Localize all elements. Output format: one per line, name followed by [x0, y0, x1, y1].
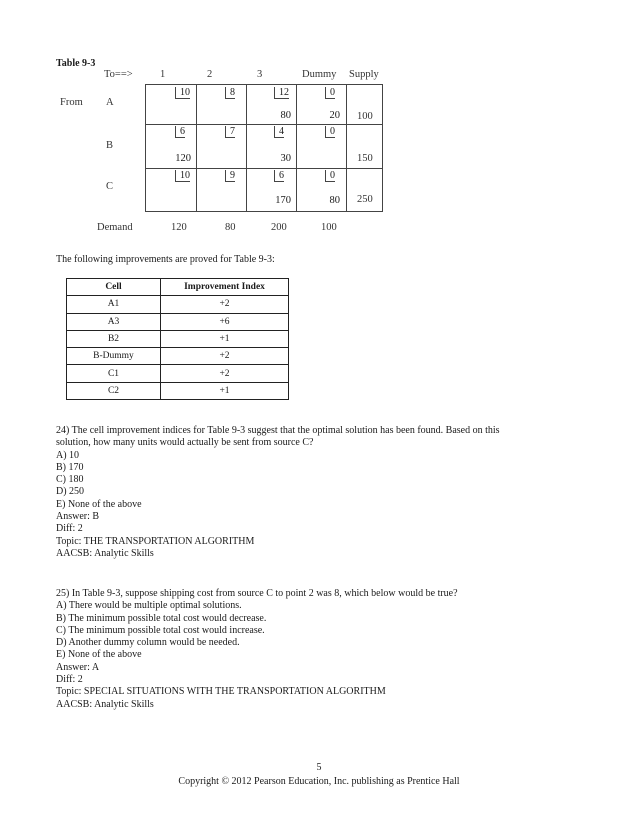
difficulty-line: Diff: 2 [56, 674, 83, 686]
option-e: E) None of the above [56, 649, 142, 661]
table-row [67, 382, 289, 399]
answer-line: Answer: B [56, 511, 100, 523]
question-24-stem-line-2: solution, how many units would actually be sent from source C? [56, 437, 314, 449]
source-c-label: C [106, 181, 114, 192]
question-25-stem: 25) In Table 9-3, suppose shipping cost from source C to point 2 was 8, which below would be true? [56, 588, 458, 599]
supply-b: 150 [357, 153, 373, 164]
alloc-b1: 120 [175, 153, 191, 164]
cell-name: B2 [67, 330, 161, 347]
alloc-c3: 170 [275, 195, 291, 206]
column-header-3: 3 [257, 69, 263, 80]
question-25 [56, 588, 458, 711]
option-c: C) 180 [56, 474, 84, 486]
option-a: A) 10 [56, 449, 80, 461]
question-24-stem-line-1: 24) The cell improvement indices for Table 9-3 suggest that the optimal solution has been found. Based on this [56, 425, 500, 436]
option-b: B) 170 [56, 461, 84, 473]
improvements-intro: The following improvements are proved for Table 9-3: [56, 254, 275, 265]
source-b-label: B [106, 140, 114, 151]
cost-c-dummy: 0 [325, 170, 335, 182]
supply-c: 250 [357, 194, 373, 205]
index-value: +1 [161, 382, 289, 399]
difficulty-line: Diff: 2 [56, 523, 83, 535]
cell-name: A3 [67, 313, 161, 330]
column-header-2: 2 [207, 69, 213, 80]
cost-c1: 10 [175, 170, 190, 182]
cost-b2: 7 [225, 126, 235, 138]
cost-a3: 12 [274, 87, 289, 99]
copyright-notice: Copyright © 2012 Pearson Education, Inc. publishing as Prentice Hall [178, 776, 460, 787]
supply-a: 100 [357, 111, 373, 122]
option-a: A) There would be multiple optimal solutions. [56, 600, 242, 612]
cell-name: A1 [67, 296, 161, 313]
to-label: To==> [104, 69, 133, 80]
table-row [67, 313, 289, 330]
demand-2: 80 [225, 222, 236, 233]
alloc-b3: 30 [280, 153, 291, 164]
option-c: C) The minimum possible total cost would increase. [56, 624, 265, 636]
cell-name: C2 [67, 382, 161, 399]
aacsb-line: AACSB: Analytic Skills [56, 698, 154, 710]
cost-b3: 4 [274, 126, 284, 138]
cell-name: C1 [67, 365, 161, 382]
demand-label: Demand [97, 222, 133, 233]
table-row [67, 330, 289, 347]
cell-name: B-Dummy [67, 348, 161, 365]
alloc-a-dummy: 20 [329, 110, 340, 121]
alloc-c-dummy: 80 [329, 195, 340, 206]
option-e: E) None of the above [56, 498, 142, 510]
table-row [67, 365, 289, 382]
column-header-1: 1 [160, 69, 166, 80]
alloc-a3: 80 [280, 110, 291, 121]
cost-c2: 9 [225, 170, 235, 182]
answer-line: Answer: A [56, 661, 100, 673]
table-row [67, 296, 289, 313]
question-24 [56, 425, 500, 560]
header-cell: Cell [67, 279, 161, 296]
page-number: 5 [316, 762, 322, 773]
cost-a-dummy: 0 [325, 87, 335, 99]
topic-line: Topic: SPECIAL SITUATIONS WITH THE TRANSPORTATION ALGORITHM [56, 686, 386, 698]
index-value: +1 [161, 330, 289, 347]
supply-header: Supply [349, 69, 379, 80]
cost-a2: 8 [225, 87, 235, 99]
aacsb-line: AACSB: Analytic Skills [56, 547, 154, 559]
option-d: D) 250 [56, 486, 85, 498]
table-row [67, 348, 289, 365]
topic-line: Topic: THE TRANSPORTATION ALGORITHM [56, 535, 255, 547]
index-value: +2 [161, 365, 289, 382]
index-value: +2 [161, 296, 289, 313]
option-b: B) The minimum possible total cost would decrease. [56, 612, 267, 624]
source-a-label: A [106, 97, 114, 108]
option-d: D) Another dummy column would be needed. [56, 637, 240, 649]
improvement-index-table [66, 278, 289, 400]
cost-a1: 10 [175, 87, 190, 99]
demand-1: 120 [171, 222, 187, 233]
column-header-dummy: Dummy [302, 69, 337, 80]
demand-dummy: 100 [321, 222, 337, 233]
cost-b-dummy: 0 [325, 126, 335, 138]
transport-grid [145, 84, 383, 212]
cost-b1: 6 [175, 126, 185, 138]
cost-c3: 6 [274, 170, 284, 182]
demand-3: 200 [271, 222, 287, 233]
index-value: +2 [161, 348, 289, 365]
table-header-row [67, 279, 289, 296]
table-title: Table 9-3 [56, 58, 96, 69]
index-value: +6 [161, 313, 289, 330]
from-label: From [60, 97, 83, 108]
header-improvement-index: Improvement Index [161, 279, 289, 296]
